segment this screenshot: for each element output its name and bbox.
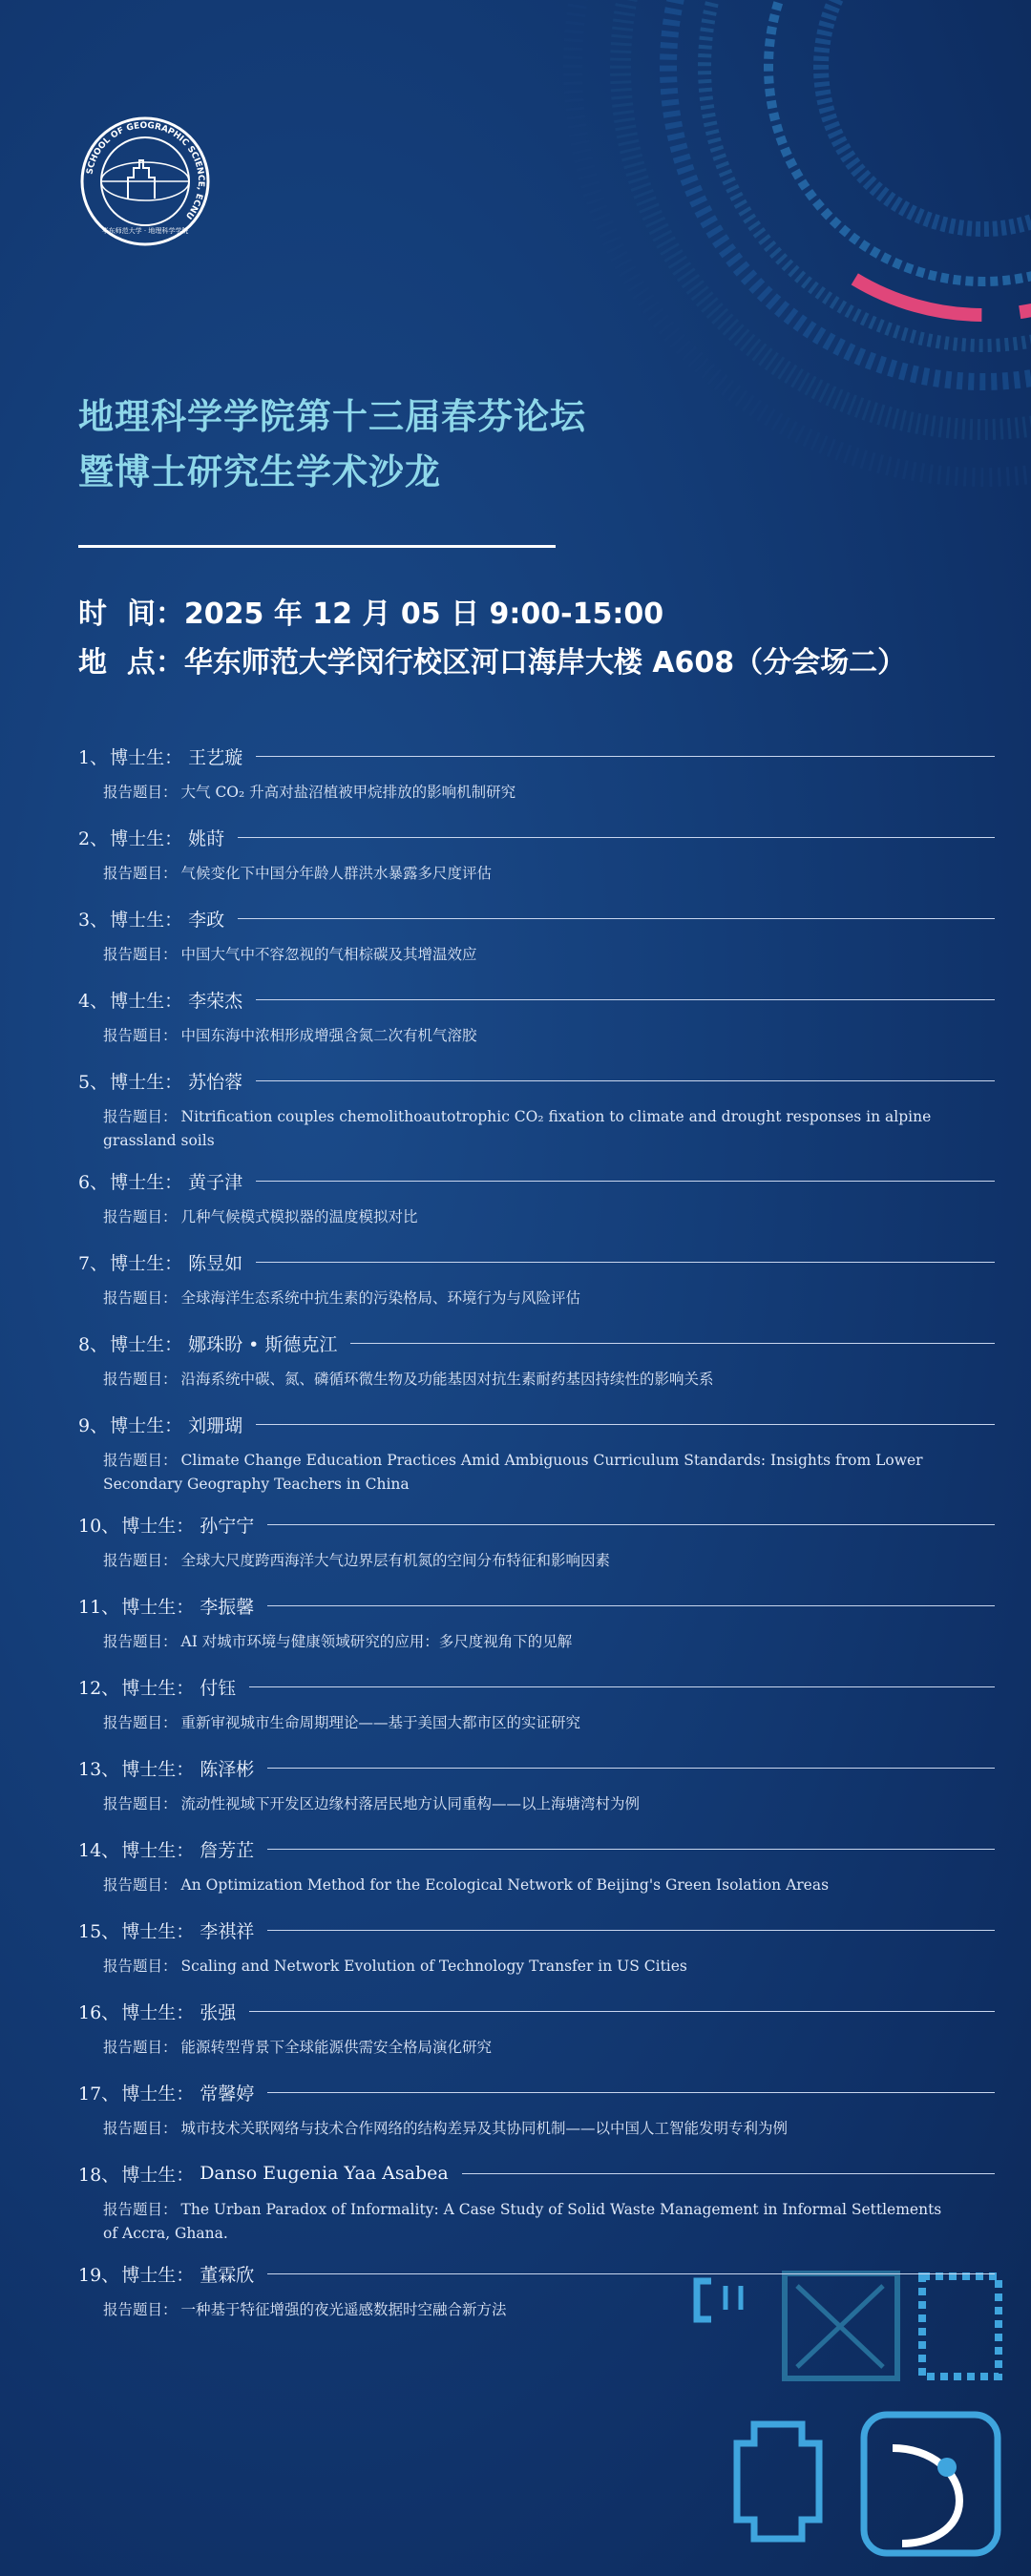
speaker-name: 李政 bbox=[188, 909, 225, 931]
topic-label: 报告题目： bbox=[103, 1208, 178, 1225]
speaker-divider bbox=[267, 1930, 995, 1931]
speaker-divider bbox=[238, 918, 995, 919]
topic-label: 报告题目： bbox=[103, 2301, 178, 2318]
topic-title: 大气 CO₂ 升高对盐沼植被甲烷排放的影响机制研究 bbox=[180, 784, 516, 801]
speaker-header bbox=[78, 1067, 976, 1094]
speaker-role-label: 博士生： bbox=[121, 1515, 195, 1537]
speaker-item bbox=[78, 1248, 976, 1310]
speaker-role-label: 博士生： bbox=[121, 1839, 195, 1861]
speaker-topic-row bbox=[103, 862, 976, 886]
speaker-divider bbox=[256, 1181, 995, 1182]
speaker-divider bbox=[267, 2092, 995, 2093]
speaker-topic-row bbox=[103, 1105, 943, 1153]
speaker-item bbox=[78, 1067, 976, 1153]
speaker-role-label: 博士生： bbox=[110, 1333, 183, 1355]
speaker-name: 李荣杰 bbox=[188, 990, 243, 1012]
topic-label: 报告题目： bbox=[103, 865, 178, 882]
title-line-1: 地理科学学院第十三届春芬论坛 bbox=[78, 396, 586, 437]
topic-label: 报告题目： bbox=[103, 1633, 178, 1650]
speaker-item bbox=[78, 905, 976, 967]
topic-title: 城市技术关联网络与技术合作网络的结构差异及其协同机制——以中国人工智能发明专利为例 bbox=[180, 2120, 789, 2137]
speaker-role-label: 博士生： bbox=[121, 1920, 195, 1942]
speaker-role-label: 博士生： bbox=[121, 2083, 195, 2105]
page-title bbox=[78, 389, 937, 500]
speaker-role-label: 博士生： bbox=[110, 746, 183, 768]
speaker-name: 董霖欣 bbox=[200, 2264, 255, 2286]
speaker-number: 18、 bbox=[78, 2164, 120, 2186]
topic-title: 中国东海中浓相形成增强含氮二次有机气溶胶 bbox=[180, 1027, 477, 1044]
speaker-item bbox=[78, 2260, 976, 2322]
speaker-role-label: 博士生： bbox=[110, 909, 183, 931]
time-value: 2025 年 12 月 05 日 9:00-15:00 bbox=[183, 597, 664, 631]
topic-title: 全球海洋生态系统中抗生素的污染格局、环境行为与风险评估 bbox=[180, 1289, 581, 1307]
speaker-divider bbox=[350, 1343, 995, 1344]
place-value: 华东师范大学闵行校区河口海岸大楼 A608（分会场二） bbox=[183, 646, 907, 680]
speaker-header bbox=[78, 1754, 976, 1781]
event-meta bbox=[78, 590, 995, 687]
topic-label: 报告题目： bbox=[103, 2120, 178, 2137]
speaker-number: 10、 bbox=[78, 1515, 120, 1537]
speaker-role-label: 博士生： bbox=[110, 990, 183, 1012]
speaker-topic-row bbox=[103, 781, 976, 805]
speaker-role-label: 博士生： bbox=[110, 1252, 183, 1274]
speaker-item bbox=[78, 1592, 976, 1654]
speaker-name: 李振馨 bbox=[200, 1596, 255, 1618]
speaker-topic-row bbox=[103, 1449, 943, 1497]
speaker-topic-row bbox=[103, 1792, 976, 1816]
speaker-header bbox=[78, 2079, 976, 2105]
speaker-number: 5、 bbox=[78, 1071, 109, 1093]
speaker-name: 孙宁宁 bbox=[200, 1515, 255, 1537]
speaker-name: 陈昱如 bbox=[188, 1252, 243, 1274]
speaker-item bbox=[78, 1167, 976, 1229]
speaker-name: 付钰 bbox=[200, 1677, 237, 1699]
speaker-name: 李祺祥 bbox=[200, 1920, 255, 1942]
speaker-topic-row bbox=[103, 1874, 976, 1897]
title-divider bbox=[78, 545, 556, 548]
speaker-header bbox=[78, 1167, 976, 1194]
speaker-topic-row bbox=[103, 1955, 976, 1979]
topic-label: 报告题目： bbox=[103, 1714, 178, 1731]
speaker-header bbox=[78, 1835, 976, 1862]
speaker-name: 詹芳芷 bbox=[200, 1839, 255, 1861]
speaker-number: 16、 bbox=[78, 2001, 120, 2023]
speaker-number: 12、 bbox=[78, 1677, 120, 1699]
speaker-role-label: 博士生： bbox=[110, 1071, 183, 1093]
topic-title: AI 对城市环境与健康领域研究的应用：多尺度视角下的见解 bbox=[180, 1633, 573, 1650]
speaker-header bbox=[78, 1248, 976, 1275]
title-line-2: 暨博士研究生学术沙龙 bbox=[78, 451, 441, 492]
speaker-divider bbox=[267, 1524, 995, 1525]
speaker-header bbox=[78, 2160, 976, 2187]
topic-title: 重新审视城市生命周期理论——基于美国大都市区的实证研究 bbox=[180, 1714, 581, 1731]
speaker-number: 13、 bbox=[78, 1758, 120, 1780]
topic-title: An Optimization Method for the Ecological Network of Beijing's Green Isolation Areas bbox=[180, 1876, 830, 1894]
speaker-header bbox=[78, 2260, 976, 2287]
speaker-item bbox=[78, 743, 976, 805]
speaker-header bbox=[78, 1998, 976, 2024]
speaker-topic-row bbox=[103, 2298, 976, 2322]
speaker-number: 17、 bbox=[78, 2083, 120, 2105]
speaker-topic-row bbox=[103, 1549, 976, 1573]
speaker-role-label: 博士生： bbox=[121, 1758, 195, 1780]
topic-title: 中国大气中不容忽视的气相棕碳及其增温效应 bbox=[180, 946, 477, 963]
speaker-number: 14、 bbox=[78, 1839, 120, 1861]
speaker-header bbox=[78, 1411, 976, 1437]
speaker-header bbox=[78, 1916, 976, 1943]
speaker-item bbox=[78, 1754, 976, 1816]
topic-label: 报告题目： bbox=[103, 1876, 178, 1894]
speaker-item bbox=[78, 1511, 976, 1573]
topic-label: 报告题目： bbox=[103, 2039, 178, 2056]
topic-title: Scaling and Network Evolution of Technology Transfer in US Cities bbox=[180, 1958, 687, 1975]
speaker-item bbox=[78, 2079, 976, 2141]
speaker-header bbox=[78, 905, 976, 932]
speaker-divider bbox=[256, 756, 995, 757]
speaker-divider bbox=[267, 1768, 995, 1769]
topic-title: 全球大尺度跨西海洋大气边界层有机氮的空间分布特征和影响因素 bbox=[180, 1552, 611, 1569]
speaker-divider bbox=[249, 1686, 995, 1687]
topic-label: 报告题目： bbox=[103, 1289, 178, 1307]
speaker-role-label: 博士生： bbox=[110, 1414, 183, 1436]
speaker-number: 6、 bbox=[78, 1171, 109, 1193]
speaker-header bbox=[78, 1673, 976, 1700]
speaker-topic-row bbox=[103, 1287, 976, 1310]
speaker-name: 陈泽彬 bbox=[200, 1758, 255, 1780]
speaker-item bbox=[78, 1998, 976, 2060]
speaker-name: 常馨婷 bbox=[200, 2083, 255, 2105]
speaker-item bbox=[78, 986, 976, 1048]
topic-label: 报告题目： bbox=[103, 1027, 178, 1044]
topic-label: 报告题目： bbox=[103, 1552, 178, 1569]
speaker-divider bbox=[256, 1424, 995, 1425]
speaker-number: 8、 bbox=[78, 1333, 109, 1355]
speaker-header bbox=[78, 1592, 976, 1619]
speaker-topic-row bbox=[103, 1630, 976, 1654]
speaker-header bbox=[78, 1330, 976, 1356]
speaker-number: 15、 bbox=[78, 1920, 120, 1942]
topic-title: 沿海系统中碳、氮、磷循环微生物及功能基因对抗生素耐药基因持续性的影响关系 bbox=[180, 1371, 714, 1388]
speaker-name: Danso Eugenia Yaa Asabea bbox=[200, 2163, 449, 2184]
speaker-divider bbox=[256, 1262, 995, 1263]
speaker-item bbox=[78, 2160, 976, 2246]
topic-title: 几种气候模式模拟器的温度模拟对比 bbox=[180, 1208, 418, 1225]
speaker-divider bbox=[256, 999, 995, 1000]
time-label: 时 间： bbox=[78, 597, 184, 631]
logo-bottom-text: 华东师范大学 · 地理科学学院 bbox=[101, 227, 189, 235]
speaker-divider bbox=[256, 1080, 995, 1081]
speaker-number: 3、 bbox=[78, 909, 109, 931]
topic-title: 一种基于特征增强的夜光遥感数据时空融合新方法 bbox=[180, 2301, 507, 2318]
speaker-topic-row bbox=[103, 2198, 943, 2246]
topic-label: 报告题目： bbox=[103, 1795, 178, 1812]
speaker-header bbox=[78, 1511, 976, 1538]
speaker-divider bbox=[462, 2173, 995, 2174]
speaker-item bbox=[78, 1835, 976, 1897]
speaker-number: 1、 bbox=[78, 746, 109, 768]
topic-title: 能源转型背景下全球能源供需安全格局演化研究 bbox=[180, 2039, 493, 2056]
topic-title: The Urban Paradox of Informality: A Case Study of Solid Waste Management in Informal Settlements of Accra, Ghana. bbox=[103, 2201, 942, 2242]
speaker-name: 娜珠盼 • 斯德克江 bbox=[188, 1333, 338, 1355]
time-row bbox=[78, 590, 995, 639]
speaker-name: 刘珊瑚 bbox=[188, 1414, 243, 1436]
topic-title: 气候变化下中国分年龄人群洪水暴露多尺度评估 bbox=[180, 865, 493, 882]
speaker-role-label: 博士生： bbox=[121, 2001, 195, 2023]
speaker-item bbox=[78, 824, 976, 886]
speaker-number: 4、 bbox=[78, 990, 109, 1012]
speaker-number: 19、 bbox=[78, 2264, 120, 2286]
speaker-name: 苏怡蓉 bbox=[188, 1071, 243, 1093]
speaker-divider bbox=[249, 2011, 995, 2012]
speaker-role-label: 博士生： bbox=[121, 1596, 195, 1618]
speaker-topic-row bbox=[103, 943, 976, 967]
topic-title: 流动性视域下开发区边缘村落居民地方认同重构——以上海塘湾村为例 bbox=[180, 1795, 641, 1812]
logo-ring-text: SCHOOL OF GEOGRAPHIC SCIENCE, ECNU bbox=[85, 120, 206, 221]
school-logo bbox=[78, 115, 212, 248]
speaker-topic-row bbox=[103, 1711, 976, 1735]
speaker-role-label: 博士生： bbox=[110, 1171, 183, 1193]
topic-label: 报告题目： bbox=[103, 2201, 178, 2218]
speaker-divider bbox=[267, 1849, 995, 1850]
speaker-name: 张强 bbox=[200, 2001, 237, 2023]
speaker-item bbox=[78, 1411, 976, 1497]
speaker-number: 9、 bbox=[78, 1414, 109, 1436]
speaker-divider bbox=[267, 2273, 995, 2274]
topic-title: Nitrification couples chemolithoautotrophic CO₂ fixation to climate and drought responses in alpine grassland soils bbox=[103, 1108, 932, 1149]
topic-label: 报告题目： bbox=[103, 1452, 178, 1469]
topic-label: 报告题目： bbox=[103, 946, 178, 963]
speaker-number: 2、 bbox=[78, 827, 109, 849]
speaker-name: 王艺璇 bbox=[188, 746, 243, 768]
speaker-topic-row bbox=[103, 1368, 976, 1392]
topic-label: 报告题目： bbox=[103, 784, 178, 801]
place-label: 地 点： bbox=[78, 646, 184, 680]
topic-label: 报告题目： bbox=[103, 1958, 178, 1975]
topic-label: 报告题目： bbox=[103, 1371, 178, 1388]
speaker-topic-row bbox=[103, 2036, 976, 2060]
speaker-divider bbox=[238, 837, 995, 838]
speaker-divider bbox=[267, 1605, 995, 1606]
topic-title: Climate Change Education Practices Amid Ambiguous Curriculum Standards: Insights from Lower Secondary Geography Teachers in China bbox=[103, 1452, 923, 1493]
speaker-topic-row bbox=[103, 1024, 976, 1048]
speaker-role-label: 博士生： bbox=[121, 2164, 195, 2186]
speaker-role-label: 博士生： bbox=[121, 2264, 195, 2286]
speaker-number: 7、 bbox=[78, 1252, 109, 1274]
speaker-role-label: 博士生： bbox=[110, 827, 183, 849]
place-row bbox=[78, 639, 995, 687]
topic-label: 报告题目： bbox=[103, 1108, 178, 1125]
speaker-topic-row bbox=[103, 1205, 976, 1229]
speaker-item bbox=[78, 1673, 976, 1735]
speaker-header bbox=[78, 986, 976, 1013]
speaker-role-label: 博士生： bbox=[121, 1677, 195, 1699]
speaker-topic-row bbox=[103, 2117, 976, 2141]
speaker-name: 黄子津 bbox=[188, 1171, 243, 1193]
speaker-name: 姚莳 bbox=[188, 827, 225, 849]
speaker-item bbox=[78, 1330, 976, 1392]
speaker-item bbox=[78, 1916, 976, 1979]
speaker-number: 11、 bbox=[78, 1596, 120, 1618]
speaker-header bbox=[78, 824, 976, 850]
speaker-header bbox=[78, 743, 976, 769]
